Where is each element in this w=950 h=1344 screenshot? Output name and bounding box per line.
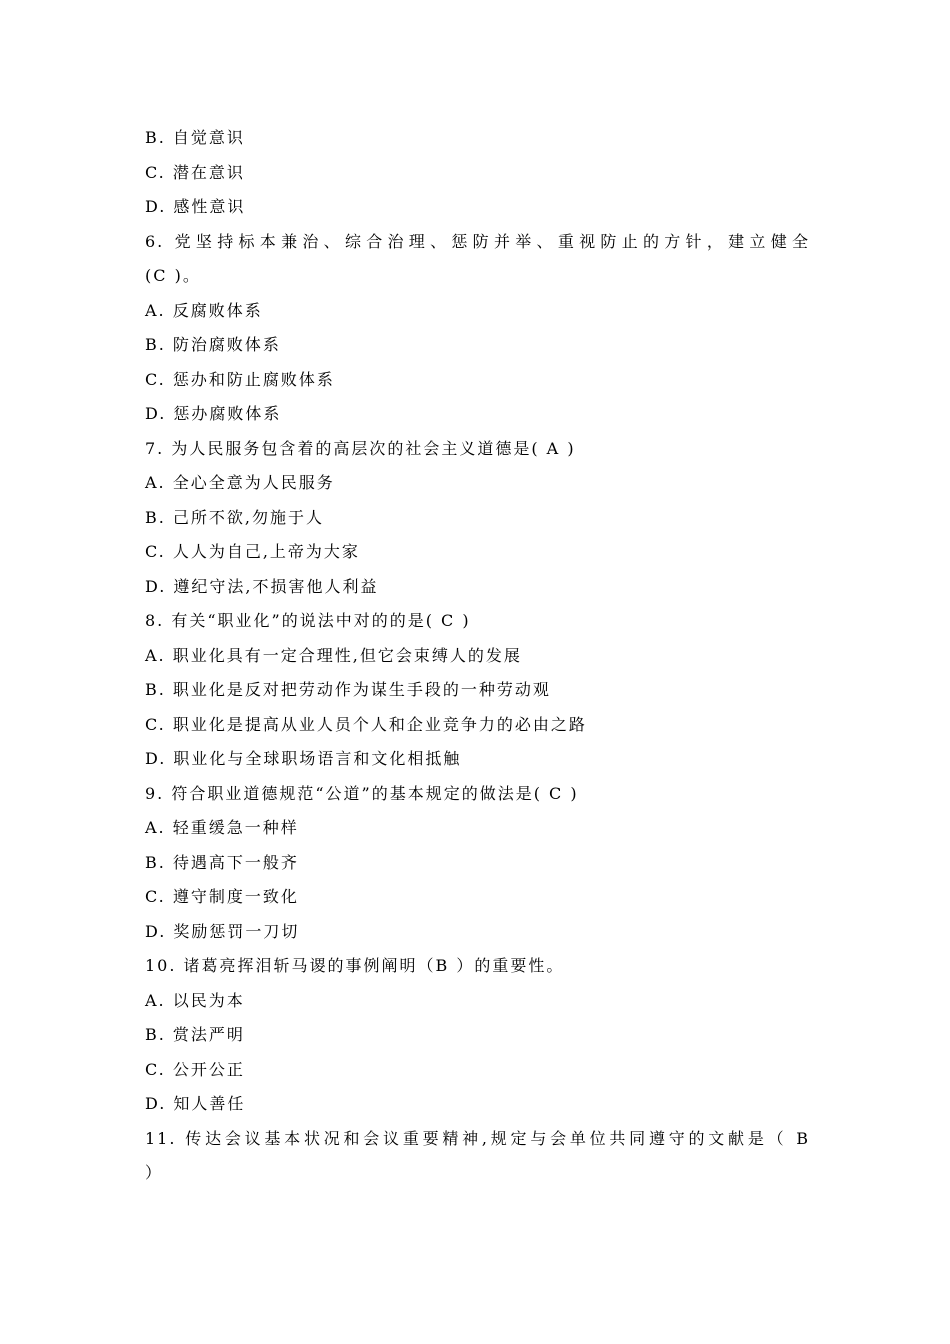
option-line: C. 潜在意识 xyxy=(145,162,245,182)
option-line: A. 反腐败体系 xyxy=(145,300,263,320)
option-line: D. 感性意识 xyxy=(145,197,246,216)
question-6-line-2: (C )。 xyxy=(145,266,201,285)
option-line: C. 人人为自己,上帝为大家 xyxy=(145,542,360,561)
option-line: D. 惩办腐败体系 xyxy=(145,404,282,423)
question-6 xyxy=(145,225,810,294)
option-line: B. 自觉意识 xyxy=(145,128,245,147)
option-line: A. 全心全意为人民服务 xyxy=(145,473,335,492)
option-line: A. 职业化具有一定合理性,但它会束缚人的发展 xyxy=(145,645,522,665)
option-line: C. 公开公正 xyxy=(145,1059,245,1079)
question-10: 10. 诸葛亮挥泪斩马谡的事例阐明（B ）的重要性。 xyxy=(145,956,565,975)
question-8: 8. 有关“职业化”的说法中对的的是( C ) xyxy=(145,611,471,630)
option-line: C. 职业化是提高从业人员个人和企业竞争力的必由之路 xyxy=(145,714,587,734)
option-line: B. 己所不欲,勿施于人 xyxy=(145,507,325,527)
option-line: A. 以民为本 xyxy=(145,990,245,1010)
option-line: C. 遵守制度一致化 xyxy=(145,887,299,906)
question-7: 7. 为人民服务包含着的高层次的社会主义道德是( A ) xyxy=(145,438,576,458)
question-11-line-1: 11. 传达会议基本状况和会议重要精神,规定与会单位共同遵守的文献是（ B xyxy=(145,1128,810,1148)
option-line: D. 知人善任 xyxy=(145,1094,246,1113)
question-list xyxy=(145,121,810,1191)
option-line: B. 职业化是反对把劳动作为谋生手段的一种劳动观 xyxy=(145,680,551,699)
option-line: D. 奖励惩罚一刀切 xyxy=(145,921,300,941)
option-line: D. 遵纪守法,不损害他人利益 xyxy=(145,576,379,596)
option-line: B. 防治腐败体系 xyxy=(145,335,281,354)
question-11 xyxy=(145,1122,810,1191)
question-9: 9. 符合职业道德规范“公道”的基本规定的做法是( C ) xyxy=(145,783,579,803)
option-line: A. 轻重缓急一种样 xyxy=(145,818,299,837)
option-line: D. 职业化与全球职场语言和文化相抵触 xyxy=(145,749,462,768)
option-line: B. 赏法严明 xyxy=(145,1025,245,1044)
option-line: B. 待遇高下一般齐 xyxy=(145,852,299,872)
question-6-line-1: 6. 党坚持标本兼治、综合治理、惩防并举、重视防止的方针，建立健全 xyxy=(145,231,810,251)
question-11-line-2: ） xyxy=(145,1163,164,1182)
option-line: C. 惩办和防止腐败体系 xyxy=(145,369,335,389)
